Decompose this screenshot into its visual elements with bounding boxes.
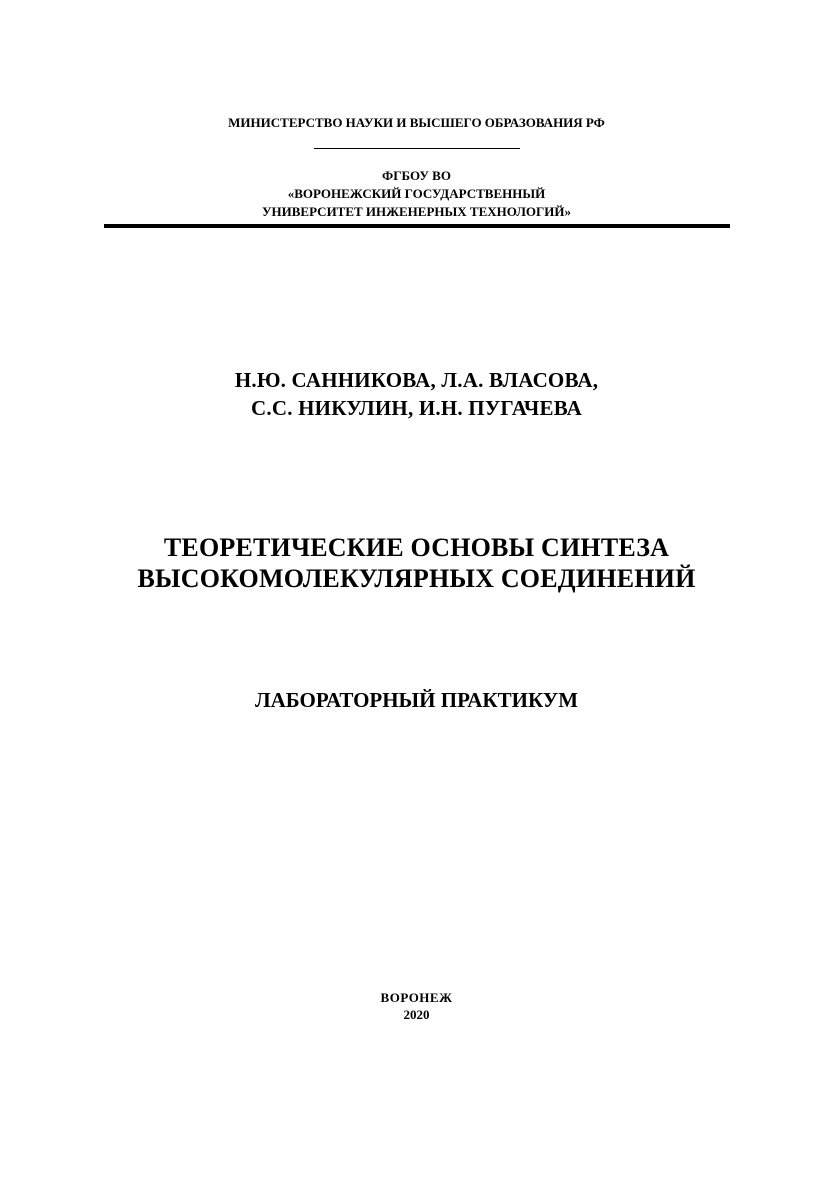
university-name-line1: «ВОРОНЕЖСКИЙ ГОСУДАРСТВЕННЫЙ — [287, 186, 546, 201]
university-name-line2: УНИВЕРСИТЕТ ИНЖЕНЕРНЫХ ТЕХНОЛОГИЙ» — [261, 204, 572, 219]
ministry-name: МИНИСТЕРСТВО НАУКИ И ВЫСШЕГО ОБРАЗОВАНИЯ РФ — [228, 115, 605, 130]
org-type: ФГБОУ ВО — [382, 168, 451, 183]
book-title-line1: ТЕОРЕТИЧЕСКИЕ ОСНОВЫ СИНТЕЗА — [163, 533, 670, 562]
publication-year: 2020 — [403, 1007, 430, 1022]
header-short-divider — [314, 148, 520, 149]
header-thick-divider — [104, 224, 730, 228]
book-subtitle: ЛАБОРАТОРНЫЙ ПРАКТИКУМ — [254, 688, 579, 712]
book-title-line2: ВЫСОКОМОЛЕКУЛЯРНЫХ СОЕДИНЕНИЙ — [137, 564, 696, 593]
authors-line2: С.С. НИКУЛИН, И.Н. ПУГАЧЕВА — [251, 396, 582, 420]
publication-city: ВОРОНЕЖ — [380, 990, 453, 1005]
authors-line1: Н.Ю. САННИКОВА, Л.А. ВЛАСОВА, — [234, 368, 599, 392]
